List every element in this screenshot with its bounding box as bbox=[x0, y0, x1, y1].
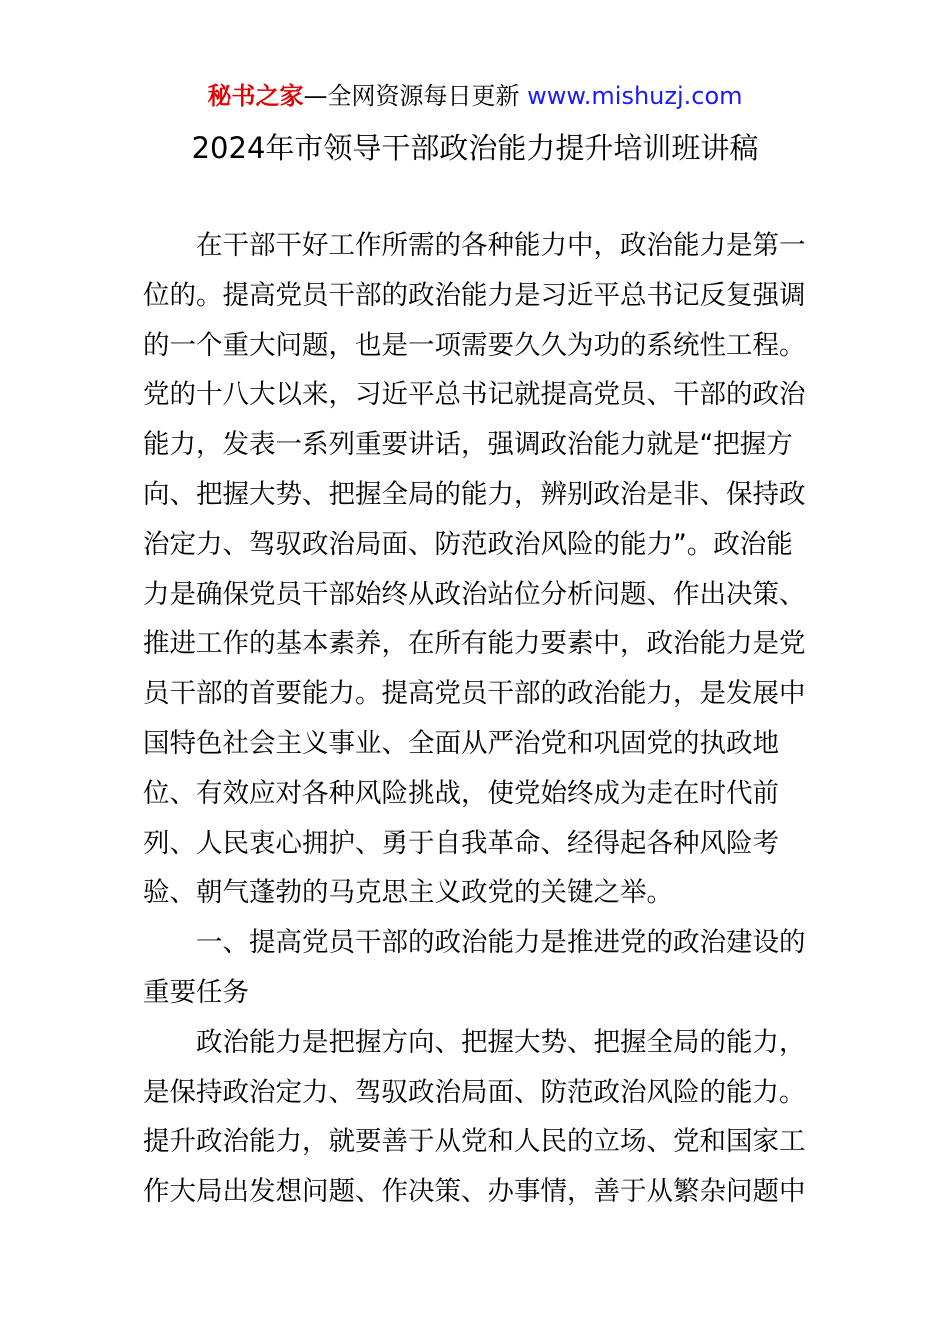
paragraph-line: 位的。提高党员干部的政治能力是习近平总书记反复强调 bbox=[143, 279, 806, 311]
paragraph-line: 员干部的首要能力。提高党员干部的政治能力，是发展中 bbox=[143, 678, 806, 710]
paragraph-line: 党的十八大以来，习近平总书记就提高党员、干部的政治 bbox=[143, 379, 806, 411]
paragraph-line: 力是确保党员干部始终从政治站位分析问题、作出决策、 bbox=[143, 578, 806, 610]
paragraph-line: 治定力、驾驭政治局面、防范政治风险的能力”。政治能 bbox=[143, 528, 793, 560]
paragraph-line: 推进工作的基本素养，在所有能力要素中，政治能力是党 bbox=[143, 628, 806, 660]
paragraph-line: 政治能力是把握方向、把握大势、把握全局的能力， bbox=[196, 1026, 806, 1058]
paragraph-line: 是保持政治定力、驾驭政治局面、防范政治风险的能力。 bbox=[143, 1076, 806, 1108]
paragraph-line: 能力，发表一系列重要讲话，强调政治能力就是“把握方 bbox=[143, 429, 793, 461]
paragraph-line: 提升政治能力，就要善于从党和人民的立场、党和国家工 bbox=[143, 1126, 806, 1158]
header-tagline: —全网资源每日更新 bbox=[303, 82, 528, 110]
paragraph-line: 国特色社会主义事业、全面从严治党和巩固党的执政地 bbox=[143, 727, 779, 759]
paragraph-line: 验、朝气蓬勃的马克思主义政党的关键之举。 bbox=[143, 877, 673, 909]
paragraph-line: 向、把握大势、把握全局的能力，辨别政治是非、保持政 bbox=[143, 478, 806, 510]
paragraph-line: 列、人民衷心拥护、勇于自我革命、经得起各种风险考 bbox=[143, 827, 779, 859]
document-body bbox=[143, 221, 808, 1217]
brand-name: 秘书之家 bbox=[207, 82, 304, 110]
site-url-link[interactable]: www.mishuzj.com bbox=[527, 82, 743, 110]
paragraph-line: 在干部干好工作所需的各种能力中，政治能力是第一 bbox=[196, 230, 806, 261]
paragraph-line: 的一个重大问题，也是一项需要久久为功的系统性工程。 bbox=[143, 329, 806, 361]
document-title: 2024年市领导干部政治能力提升培训班讲稿 bbox=[191, 131, 759, 165]
site-header bbox=[0, 80, 950, 112]
paragraph-line: 作大局出发想问题、作决策、办事情，善于从繁杂问题中 bbox=[143, 1176, 806, 1208]
section-heading-line: 重要任务 bbox=[143, 976, 249, 1008]
paragraph-line: 位、有效应对各种风险挑战，使党始终成为走在时代前 bbox=[143, 777, 779, 809]
section-heading-line: 一、提高党员干部的政治能力是推进党的政治建设的 bbox=[196, 927, 806, 959]
